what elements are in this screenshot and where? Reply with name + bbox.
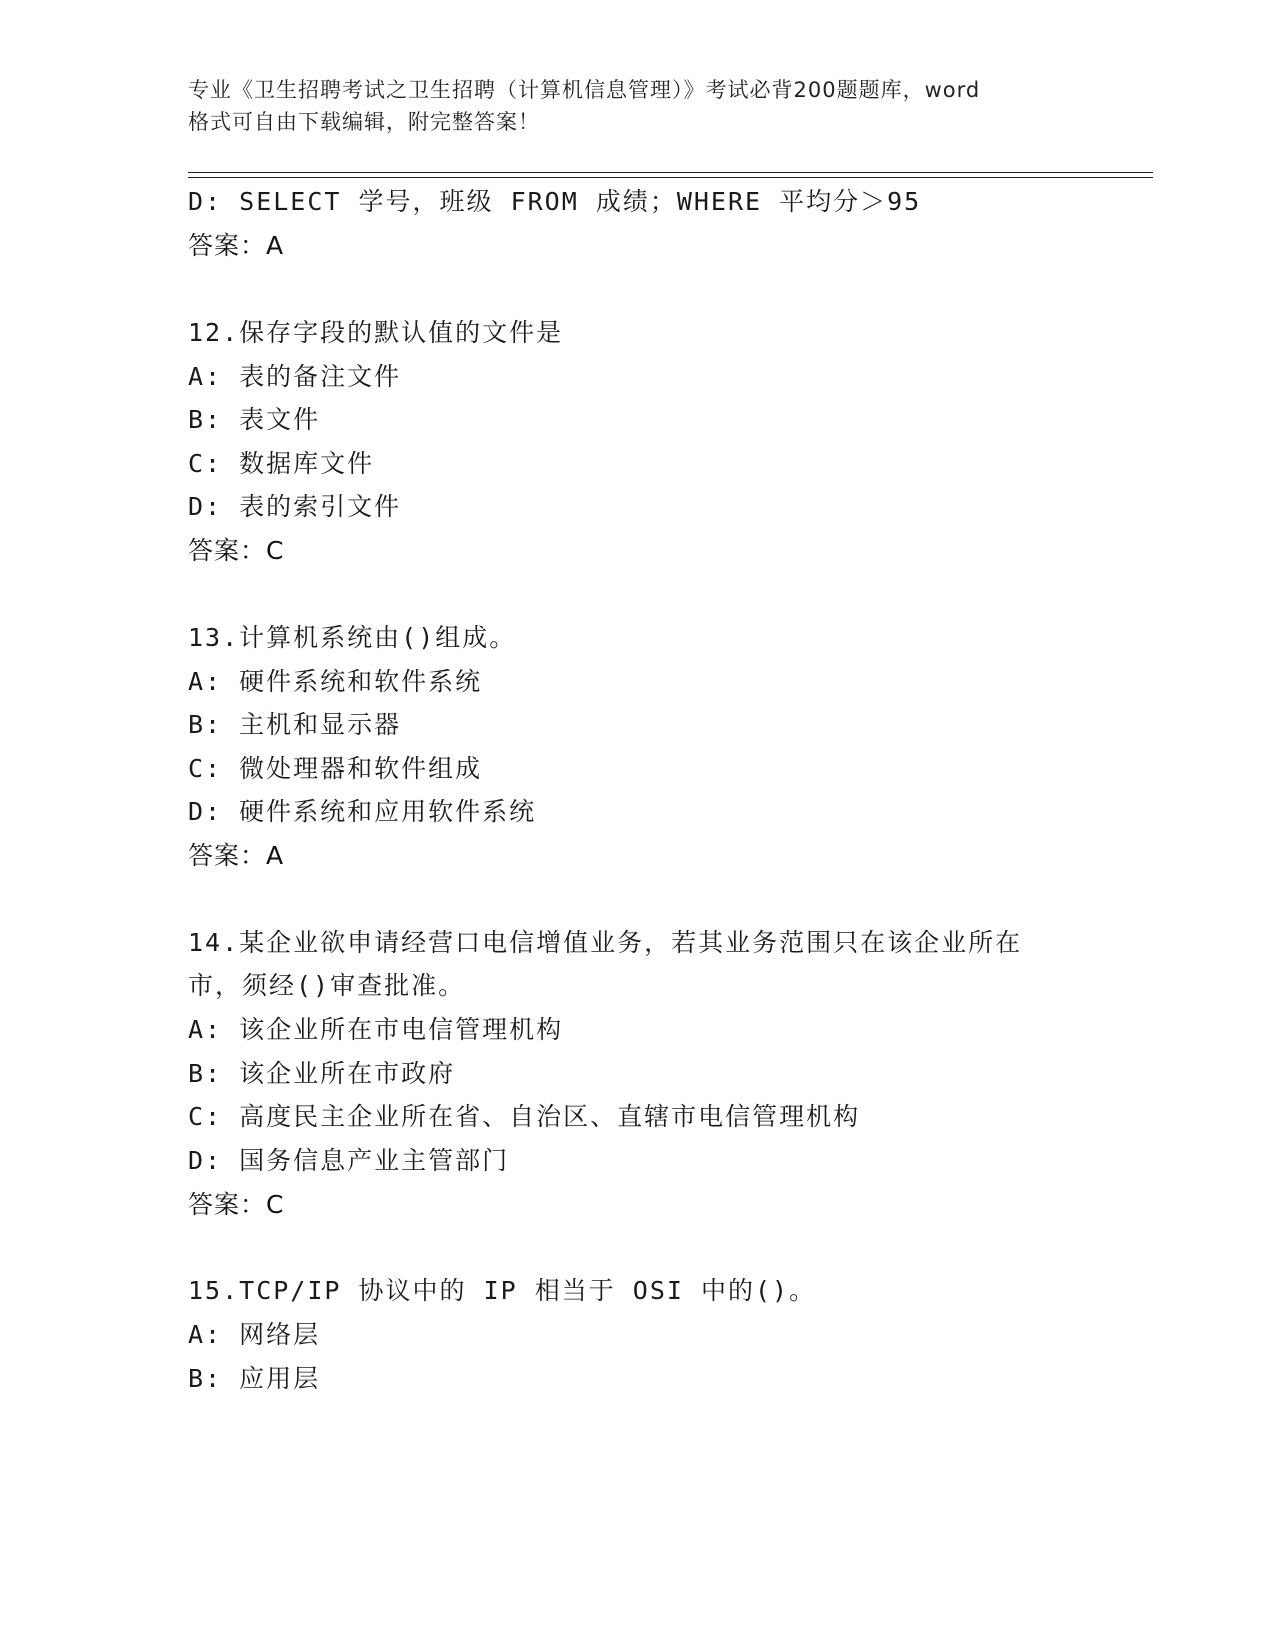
header-line-2: 格式可自由下载编辑，附完整答案！ <box>188 110 540 134</box>
q12-option-c: C: 数据库文件 <box>188 449 375 478</box>
q12-stem: 12.保存字段的默认值的文件是 <box>188 318 564 347</box>
q14-stem-line-2: 市，须经()审查批准。 <box>188 971 466 1000</box>
q15-option-a: A: 网络层 <box>188 1320 321 1349</box>
document-header <box>188 74 1088 138</box>
header-rule-bottom <box>188 177 1153 178</box>
q12-option-a: A: 表的备注文件 <box>188 362 402 391</box>
q13-stem: 13.计算机系统由()组成。 <box>188 623 517 652</box>
q13-option-a: A: 硬件系统和软件系统 <box>188 667 483 696</box>
q15-option-b: B: 应用层 <box>188 1364 321 1393</box>
q11-answer: 答案：A <box>188 231 285 260</box>
q12-option-d: D: 表的索引文件 <box>188 492 402 521</box>
q14-stem-line-1: 14.某企业欲申请经营口电信增值业务，若其业务范围只在该企业所在 <box>188 928 1023 957</box>
q15-stem: 15.TCP/IP 协议中的 IP 相当于 OSI 中的()。 <box>188 1276 817 1305</box>
q14-answer: 答案：C <box>188 1190 285 1219</box>
header-rule-top <box>188 172 1153 173</box>
q14-option-c: C: 高度民主企业所在省、自治区、直辖市电信管理机构 <box>188 1102 861 1131</box>
q11-option-d: D: SELECT 学号，班级 FROM 成绩；WHERE 平均分＞95 <box>188 187 922 216</box>
q12-answer: 答案：C <box>188 536 285 565</box>
q12-option-b: B: 表文件 <box>188 405 321 434</box>
header-line-1: 专业《卫生招聘考试之卫生招聘（计算机信息管理）》考试必背200题题库，word <box>188 78 981 102</box>
q13-option-d: D: 硬件系统和应用软件系统 <box>188 797 537 826</box>
q13-option-b: B: 主机和显示器 <box>188 710 402 739</box>
q13-answer: 答案：A <box>188 841 285 870</box>
q14-option-b: B: 该企业所在市政府 <box>188 1059 456 1088</box>
q13-option-c: C: 微处理器和软件组成 <box>188 754 483 783</box>
q14-option-a: A: 该企业所在市电信管理机构 <box>188 1015 564 1044</box>
q14-option-d: D: 国务信息产业主管部门 <box>188 1146 510 1175</box>
